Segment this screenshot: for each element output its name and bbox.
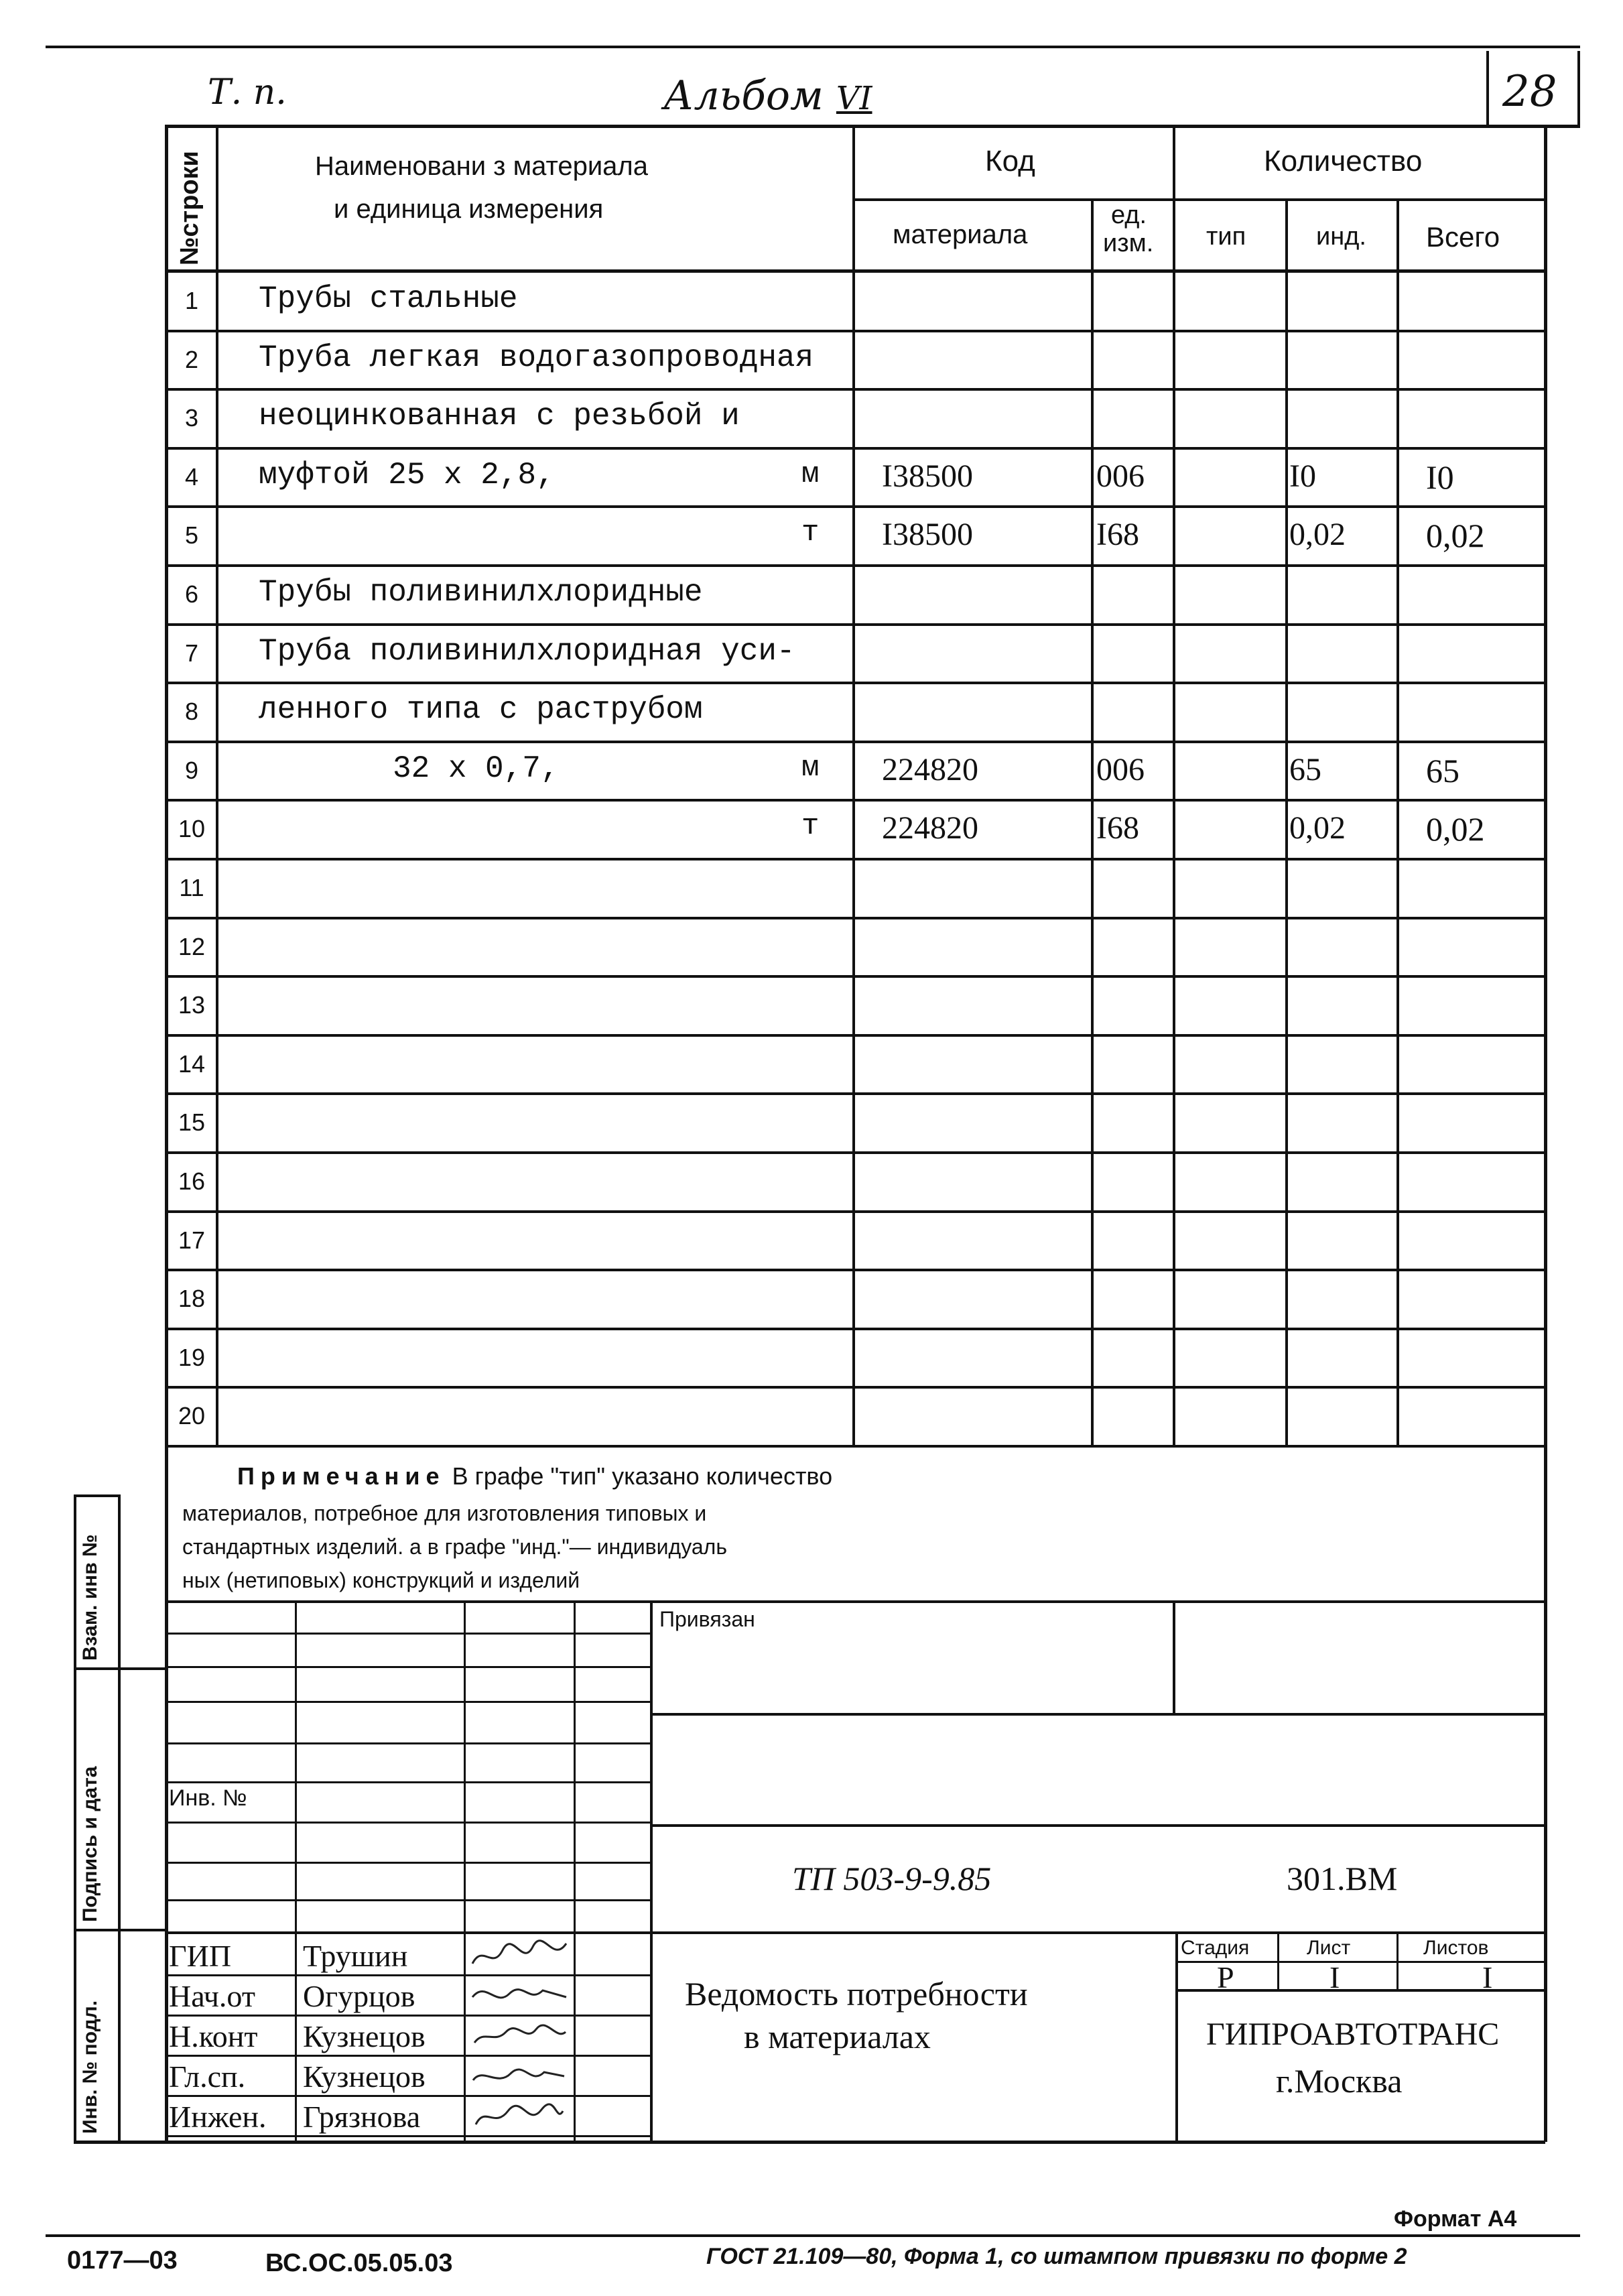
row-total: I0 <box>1426 458 1454 496</box>
stamp-title-2: в материалах <box>744 2018 931 2055</box>
col-sep-type <box>1285 198 1288 1445</box>
row-separator <box>165 1151 1545 1154</box>
row-number: 12 <box>178 932 206 960</box>
row-name: муфтой 25 х 2,8, <box>259 457 555 493</box>
row-total: 0,02 <box>1426 517 1485 555</box>
signer-name: Трушин <box>303 1939 408 1973</box>
stamp-stage-label: Стадия <box>1181 1937 1250 1959</box>
col-header-row-no: №строки <box>176 151 204 265</box>
row-separator <box>165 1386 1545 1389</box>
stamp-title-1: Ведомость потребности <box>685 1975 1028 2013</box>
signer-role: Гл.сп. <box>169 2059 246 2094</box>
row-separator <box>165 447 1545 450</box>
row-number: 7 <box>184 639 199 667</box>
side-label-inv-podl: Инв. № подл. <box>79 2000 101 2134</box>
stamp-grid-line <box>165 1701 651 1703</box>
note-line-4: ных (нетиповых) конструкций и изделий <box>182 1568 580 1592</box>
stamp-org-1: ГИПРОАВТОТРАНС <box>1206 2017 1500 2052</box>
row-separator <box>165 623 1545 626</box>
footer-rule <box>46 2234 1580 2237</box>
row-number: 14 <box>178 1049 206 1078</box>
col-header-unit-2: изм. <box>1103 229 1154 257</box>
table-top-border <box>165 125 1580 128</box>
stamp-grid-line <box>165 1899 651 1901</box>
row-number: 19 <box>178 1343 206 1371</box>
row-number: 11 <box>179 874 204 901</box>
row-name: Труба поливинилхлоридная уси- <box>259 633 795 669</box>
stamp-docnum-top <box>650 1824 1545 1827</box>
stamp-org-left <box>1175 1931 1178 2142</box>
row-name: 32 х 0,7, <box>393 751 560 786</box>
col-sep-name <box>852 125 855 1445</box>
stamp-col-privyazan-right <box>1173 1600 1175 1713</box>
page-number-box-left <box>1486 51 1489 125</box>
stamp-col-3 <box>574 1600 576 2142</box>
row-material: I38500 <box>882 517 973 553</box>
row-number: 5 <box>184 521 199 550</box>
top-rule <box>46 46 1580 48</box>
signer-role: Инжен. <box>169 2100 267 2134</box>
note-line-3: стандартных изделий. а в графе "инд."— индивидуаль <box>182 1535 727 1559</box>
col-header-name-1: Наименовани з материала <box>315 151 649 181</box>
col-header-code-group: Код <box>985 145 1035 178</box>
col-header-name-2: и единица измерения <box>334 194 604 224</box>
col-header-total: Всего <box>1426 221 1500 253</box>
row-name: неоцинкованная с резьбой и <box>259 399 740 434</box>
stamp-grid-line <box>165 1742 651 1744</box>
signer-name: Кузнецов <box>303 2059 426 2094</box>
stamp-sheet-label: Лист <box>1307 1937 1351 1959</box>
side-strip-sep-1 <box>74 1667 168 1670</box>
row-separator <box>165 1328 1545 1330</box>
stamp-doc-code: 301.ВМ <box>1287 1860 1398 1897</box>
stamp-grid-line <box>165 1822 651 1824</box>
row-separator <box>165 858 1545 860</box>
stamp-col-2 <box>464 1600 466 2142</box>
row-separator <box>165 564 1545 567</box>
row-number: 9 <box>184 756 199 784</box>
footer-gost: ГОСТ 21.109—80, Форма 1, со штампом привязки по форме 2 <box>706 2244 1407 2269</box>
side-strip-sep-2 <box>74 1929 168 1931</box>
row-material: 224820 <box>882 810 978 846</box>
stamp-sheets: I <box>1482 1960 1493 1994</box>
row-number: 8 <box>184 698 199 726</box>
stamp-grid-line <box>165 1666 651 1668</box>
stamp-stage: Р <box>1217 1960 1234 1994</box>
signer-name: Грязнова <box>303 2100 421 2134</box>
stamp-col-1 <box>295 1600 297 2142</box>
row-material: I38500 <box>882 458 973 494</box>
row-name: Трубы стальные <box>259 281 518 316</box>
stamp-sheets-left <box>1397 1931 1399 1989</box>
row-number: 3 <box>184 404 199 432</box>
row-separator <box>165 917 1545 919</box>
handwritten-signature <box>469 2098 570 2135</box>
row-name: ленного типа с раструбом <box>259 692 703 728</box>
note-text-1: В графе "тип" указано количество <box>452 1462 833 1490</box>
row-separator <box>165 1445 1545 1448</box>
signer-name: Кузнецов <box>303 2019 426 2053</box>
stamp-grid-line <box>165 1862 651 1864</box>
col-sep-ind <box>1397 198 1399 1445</box>
col-header-material: материала <box>893 220 1028 249</box>
stamp-bottom-rule <box>74 2141 1545 2144</box>
row-code: 006 <box>1096 751 1145 787</box>
col-header-unit-1: ед. <box>1111 201 1147 229</box>
row-separator <box>165 1269 1545 1271</box>
row-material: 224820 <box>882 751 978 787</box>
side-strip-mid <box>118 1494 121 2142</box>
row-ind: 65 <box>1289 751 1321 787</box>
signer-row-line <box>165 2095 651 2097</box>
note-line-1 <box>237 1462 832 1490</box>
footer-series: ВС.ОС.05.05.03 <box>265 2249 453 2277</box>
row-unit: м <box>801 751 820 785</box>
page-number-box-right <box>1577 51 1580 125</box>
row-number: 16 <box>178 1167 206 1195</box>
row-separator <box>165 1092 1545 1095</box>
header-bottom-rule <box>165 269 1545 273</box>
row-name: Труба легкая водогазопроводная <box>259 340 814 375</box>
footer-format: Формат А4 <box>1394 2206 1517 2232</box>
note-title: Примечание <box>237 1462 446 1490</box>
col-header-qty-group: Количество <box>1264 145 1423 178</box>
col-header-individual: инд. <box>1316 222 1366 251</box>
row-separator <box>165 975 1545 978</box>
tp-label: Т. п. <box>208 72 287 113</box>
footer-left-code: 0177—03 <box>67 2246 178 2275</box>
row-code: 006 <box>1096 458 1145 494</box>
stamp-privyazan-bottom <box>650 1713 1545 1716</box>
signer-row-line <box>165 2135 651 2137</box>
stamp-sheet-left <box>1277 1931 1279 1989</box>
handwritten-signature <box>469 2057 570 2095</box>
table-right-border <box>1544 125 1547 2142</box>
signer-role: Н.конт <box>169 2019 258 2053</box>
row-number: 2 <box>184 345 199 373</box>
stamp-sheets-label: Листов <box>1423 1937 1489 1959</box>
stamp-inv-no: Инв. № <box>169 1785 247 1811</box>
signer-role: Нач.от <box>169 1979 255 2013</box>
album-word: Альбом <box>663 72 824 119</box>
row-number: 13 <box>178 991 206 1019</box>
row-separator <box>165 388 1545 391</box>
signer-row-line <box>165 1974 651 1976</box>
row-separator <box>165 1034 1545 1037</box>
header-mid-rule <box>852 198 1545 201</box>
row-ind: I0 <box>1289 458 1316 494</box>
album-numeral: VI <box>836 80 872 117</box>
row-separator <box>165 741 1545 743</box>
row-number: 18 <box>178 1285 206 1313</box>
stamp-top-rule <box>165 1600 1545 1603</box>
row-number: 4 <box>184 462 199 491</box>
row-number: 15 <box>178 1108 206 1137</box>
row-number: 17 <box>178 1226 206 1254</box>
handwritten-signature <box>469 1977 570 2015</box>
row-number: 10 <box>178 815 206 843</box>
album-label <box>663 72 872 119</box>
row-number: 6 <box>184 580 199 608</box>
col-sep-code <box>1173 125 1175 1445</box>
stamp-privyazan: Привязан <box>659 1607 755 1631</box>
row-separator <box>165 682 1545 684</box>
row-ind: 0,02 <box>1289 810 1346 846</box>
col-header-type: тип <box>1206 222 1246 251</box>
signer-row-line <box>165 2015 651 2017</box>
row-separator <box>165 505 1545 508</box>
side-strip-top <box>74 1494 121 1497</box>
side-strip-left <box>74 1494 76 2142</box>
stamp-sheet: I <box>1329 1960 1340 1994</box>
signer-name: Огурцов <box>303 1979 415 2013</box>
row-separator <box>165 1210 1545 1213</box>
col-sep-rowno <box>216 125 218 1445</box>
stamp-doc-number: ТП 503-9-9.85 <box>792 1860 992 1897</box>
row-ind: 0,02 <box>1289 517 1346 553</box>
page-number: 28 <box>1502 67 1557 117</box>
row-unit: т <box>801 516 820 550</box>
signer-role: ГИП <box>169 1939 232 1973</box>
row-total: 0,02 <box>1426 810 1485 848</box>
row-name: Трубы поливинилхлоридные <box>259 575 703 610</box>
handwritten-signature <box>469 2017 570 2055</box>
row-code: I68 <box>1096 810 1139 846</box>
table-left-border <box>165 125 168 2142</box>
row-separator <box>165 799 1545 802</box>
row-separator <box>165 330 1545 332</box>
row-unit: т <box>801 810 820 844</box>
stamp-grid-line <box>165 1781 651 1783</box>
side-label-podpis: Подпись и дата <box>79 1766 101 1922</box>
side-label-vzam: Взам. инв № <box>79 1534 101 1661</box>
stamp-col-4 <box>650 1600 653 2142</box>
handwritten-signature <box>469 1937 570 1974</box>
row-code: I68 <box>1096 517 1139 553</box>
row-number: 20 <box>178 1402 206 1430</box>
stamp-grid-line <box>165 1633 651 1635</box>
stamp-org-2: г.Москва <box>1276 2062 1403 2100</box>
note-line-2: материалов, потребное для изготовления типовых и <box>182 1501 707 1525</box>
row-number: 1 <box>184 287 199 314</box>
col-sep-material <box>1091 198 1094 1445</box>
stamp-docnum-bottom <box>165 1931 1545 1934</box>
row-total: 65 <box>1426 751 1459 789</box>
signer-row-line <box>165 2055 651 2057</box>
row-unit: м <box>801 457 820 491</box>
